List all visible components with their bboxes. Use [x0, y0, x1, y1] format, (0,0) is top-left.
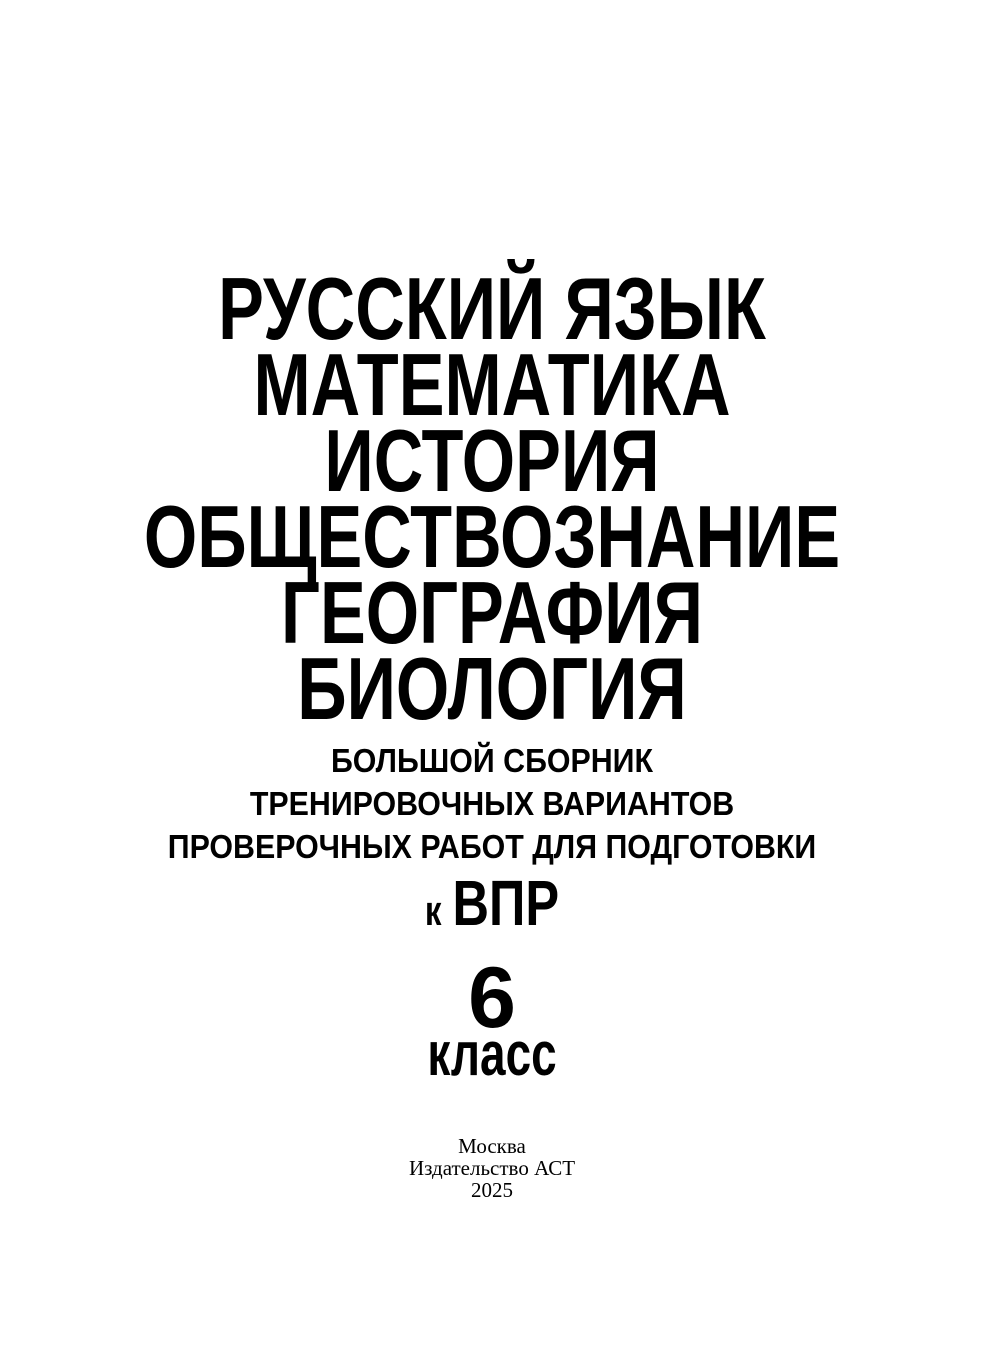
imprint-block: [0, 1135, 992, 1201]
imprint-year: 2025: [471, 1178, 513, 1202]
subject-line-social-science: ОБЩЕСТВОЗНАНИЕ: [143, 487, 841, 586]
subject-line-math: МАТЕМАТИКА: [253, 335, 731, 434]
subject-line-geography: ГЕОГРАФИЯ: [281, 563, 703, 662]
subject-line-biology: БИОЛОГИЯ: [297, 639, 687, 738]
imprint-publisher: Издательство АСТ: [408, 1156, 576, 1180]
subjects-title: [102, 259, 882, 738]
subject-line-russian: РУССКИЙ ЯЗЫК: [218, 259, 766, 358]
subtitle-line-1: БОЛЬШОЙ СБОРНИК: [330, 742, 654, 779]
series-subtitle: [32, 739, 952, 868]
subtitle-line-3: ПРОВЕРОЧНЫХ РАБОТ ДЛЯ ПОДГОТОВКИ: [167, 828, 817, 865]
exam-prefix: к: [424, 887, 442, 934]
subject-line-history: ИСТОРИЯ: [324, 411, 660, 510]
grade-label: класс: [427, 1020, 557, 1089]
exam-name-line: [97, 868, 887, 946]
exam-name: ВПР: [452, 867, 560, 939]
subtitle-line-2: ТРЕНИРОВОЧНЫХ ВАРИАНТОВ: [249, 785, 735, 822]
grade-number: 6: [468, 950, 516, 1046]
imprint-city: Москва: [458, 1134, 526, 1158]
